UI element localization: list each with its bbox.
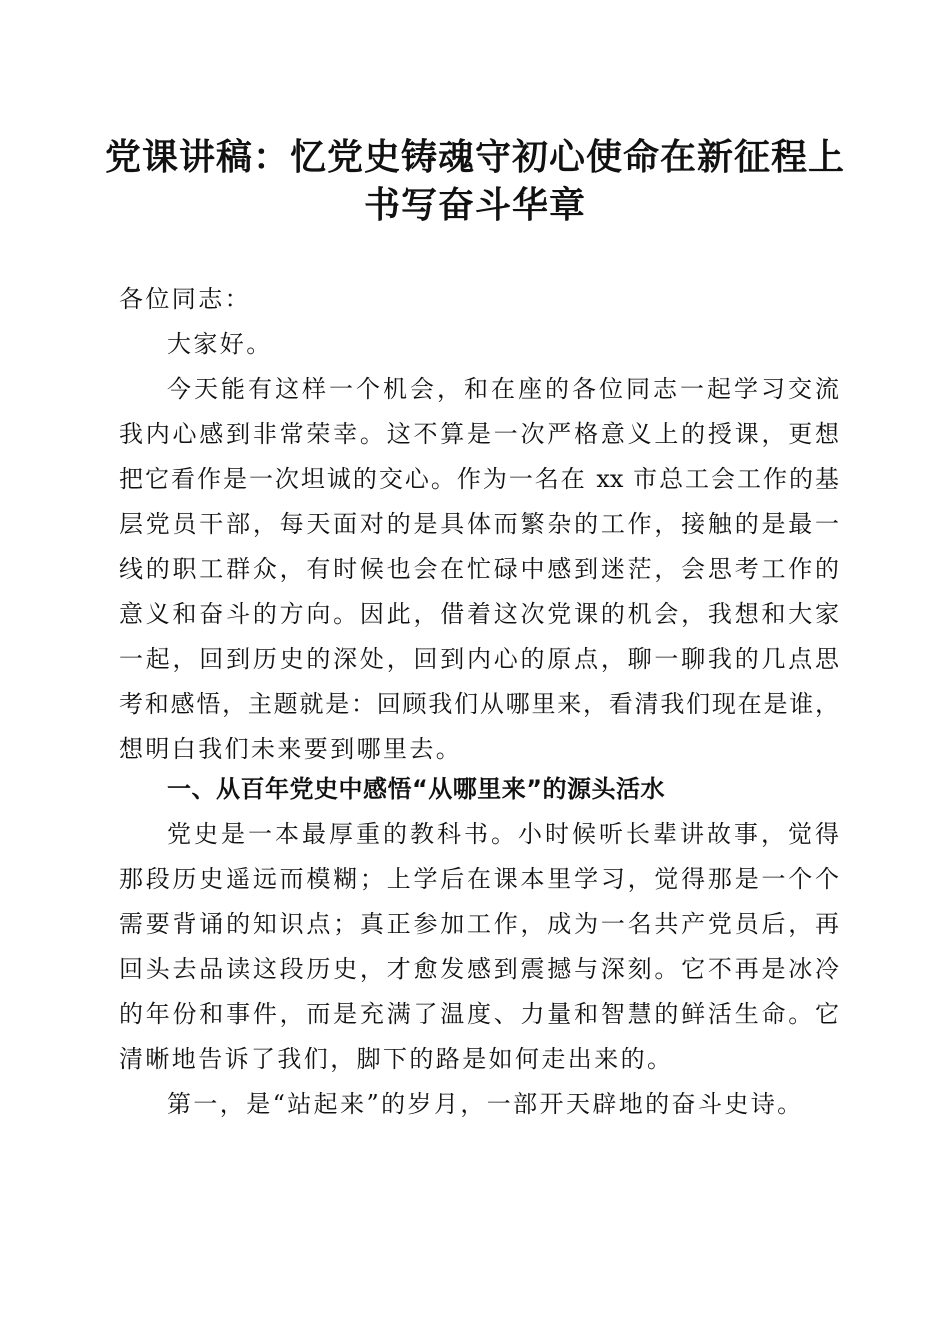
document-title-line-2: 书写奋斗华章 xyxy=(363,185,586,226)
section-line: 回头去品读这段历史，才愈发感到震撼与深刻。它不再是冰冷 xyxy=(119,955,839,983)
salutation: 各位同志： xyxy=(119,285,251,313)
section-heading: 一、从百年党史中感悟“从哪里来”的源头活水 xyxy=(167,775,666,803)
section-line: 党史是一本最厚重的教科书。小时候听长辈讲故事，觉得 xyxy=(167,820,839,848)
intro-line: 今天能有这样一个机会，和在座的各位同志一起学习交流 xyxy=(167,375,839,403)
intro-line: 把它看作是一次坦诚的交心。作为一名在 xx 市总工会工作的基 xyxy=(119,465,839,493)
intro-line: 一起，回到历史的深处，回到内心的原点，聊一聊我的几点思 xyxy=(119,645,839,673)
document-title-line-1: 党课讲稿：忆党史铸魂守初心使命在新征程上 xyxy=(104,137,845,178)
section-line: 清晰地告诉了我们，脚下的路是如何走出来的。 xyxy=(119,1045,674,1073)
intro-line: 意义和奋斗的方向。因此，借着这次党课的机会，我想和大家 xyxy=(119,600,839,628)
point-heading: 第一，是“站起来”的岁月，一部开天辟地的奋斗史诗。 xyxy=(167,1090,804,1118)
section-line: 那段历史遥远而模糊；上学后在课本里学习，觉得那是一个个 xyxy=(119,865,839,893)
section-line: 需要背诵的知识点；真正参加工作，成为一名共产党员后，再 xyxy=(119,910,839,938)
intro-line: 我内心感到非常荣幸。这不算是一次严格意义上的授课，更想 xyxy=(119,420,839,448)
greeting: 大家好。 xyxy=(167,330,273,358)
section-line: 的年份和事件，而是充满了温度、力量和智慧的鲜活生命。它 xyxy=(119,1000,839,1028)
intro-line: 考和感悟，主题就是：回顾我们从哪里来，看清我们现在是谁， xyxy=(119,690,839,718)
intro-line: 想明白我们未来要到哪里去。 xyxy=(119,735,463,763)
intro-line: 层党员干部，每天面对的是具体而繁杂的工作，接触的是最一 xyxy=(119,510,839,538)
intro-line: 线的职工群众，有时候也会在忙碌中感到迷茫，会思考工作的 xyxy=(119,555,839,583)
